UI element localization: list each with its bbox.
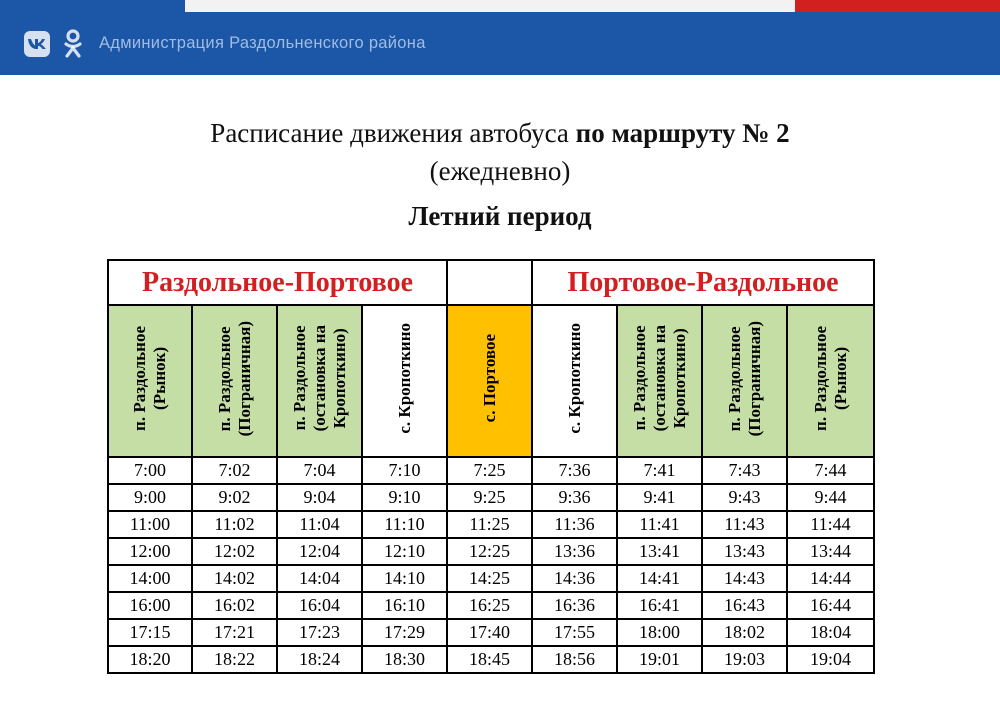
stop-label: п. Раздольное (остановка на Кропоткино) — [289, 325, 349, 432]
time-cell: 12:25 — [447, 538, 532, 565]
time-cell: 9:25 — [447, 484, 532, 511]
time-cell: 7:10 — [362, 457, 447, 484]
header-bar — [0, 12, 1000, 75]
time-cell: 9:36 — [532, 484, 617, 511]
time-cell: 9:44 — [787, 484, 874, 511]
table-row — [108, 619, 874, 646]
vk-icon[interactable] — [24, 31, 50, 57]
time-cell: 17:55 — [532, 619, 617, 646]
title-period: Летний период — [408, 201, 592, 231]
time-cell: 18:04 — [787, 619, 874, 646]
stop-header — [192, 305, 277, 457]
time-cell: 16:00 — [108, 592, 192, 619]
stop-header — [362, 305, 447, 457]
time-cell: 9:02 — [192, 484, 277, 511]
time-cell: 7:36 — [532, 457, 617, 484]
odnoklassniki-icon[interactable] — [62, 29, 84, 59]
stops-row — [108, 305, 874, 457]
stop-label: с. Кропоткино — [564, 323, 584, 434]
time-cell: 11:44 — [787, 511, 874, 538]
time-cell: 9:04 — [277, 484, 362, 511]
time-cell: 13:44 — [787, 538, 874, 565]
time-cell: 9:10 — [362, 484, 447, 511]
title-line-1 — [0, 114, 1000, 152]
time-cell: 12:10 — [362, 538, 447, 565]
time-cell: 16:25 — [447, 592, 532, 619]
time-cell: 11:02 — [192, 511, 277, 538]
time-cell: 11:10 — [362, 511, 447, 538]
time-cell: 11:43 — [702, 511, 787, 538]
table-row — [108, 511, 874, 538]
time-cell: 18:24 — [277, 646, 362, 673]
time-cell: 13:36 — [532, 538, 617, 565]
stop-label: п. Раздольное (Рынок) — [810, 326, 850, 431]
stop-header-terminal — [447, 305, 532, 457]
stop-header — [702, 305, 787, 457]
stop-label: п. Раздольное (Пограничная) — [724, 320, 764, 437]
time-cell: 17:29 — [362, 619, 447, 646]
time-cell: 17:15 — [108, 619, 192, 646]
time-cell: 7:44 — [787, 457, 874, 484]
time-cell: 7:00 — [108, 457, 192, 484]
time-cell: 16:36 — [532, 592, 617, 619]
time-cell: 11:00 — [108, 511, 192, 538]
organization-name: Администрация Раздольненского района — [99, 34, 426, 52]
time-cell: 11:25 — [447, 511, 532, 538]
flag-red-segment — [795, 0, 1000, 12]
time-cell: 7:02 — [192, 457, 277, 484]
time-cell: 14:43 — [702, 565, 787, 592]
stop-header — [277, 305, 362, 457]
direction-row — [108, 260, 874, 305]
time-cell: 12:04 — [277, 538, 362, 565]
stop-header — [787, 305, 874, 457]
direction-back: Портовое-Раздольное — [532, 260, 874, 305]
table-row — [108, 457, 874, 484]
stop-header — [532, 305, 617, 457]
time-cell: 14:44 — [787, 565, 874, 592]
time-rows — [108, 457, 874, 673]
direction-divider — [447, 260, 532, 305]
time-cell: 16:41 — [617, 592, 702, 619]
time-cell: 13:43 — [702, 538, 787, 565]
table-row — [108, 646, 874, 673]
time-cell: 14:02 — [192, 565, 277, 592]
time-cell: 9:00 — [108, 484, 192, 511]
time-cell: 16:10 — [362, 592, 447, 619]
table-row — [108, 538, 874, 565]
time-cell: 13:41 — [617, 538, 702, 565]
schedule-title — [0, 114, 1000, 236]
stop-label: п. Раздольное (остановка на Кропоткино) — [629, 325, 689, 432]
stop-label: п. Раздольное (Пограничная) — [214, 320, 254, 437]
time-cell: 14:36 — [532, 565, 617, 592]
time-cell: 9:43 — [702, 484, 787, 511]
title-route: по маршруту № 2 — [575, 118, 790, 148]
stop-header — [617, 305, 702, 457]
stop-label: с. Кропоткино — [394, 323, 414, 434]
time-cell: 18:20 — [108, 646, 192, 673]
stop-header — [108, 305, 192, 457]
title-prefix: Расписание движения автобуса — [210, 118, 576, 148]
title-frequency: (ежедневно) — [429, 156, 571, 186]
time-cell: 12:00 — [108, 538, 192, 565]
time-cell: 7:43 — [702, 457, 787, 484]
time-cell: 16:02 — [192, 592, 277, 619]
time-cell: 16:04 — [277, 592, 362, 619]
time-cell: 18:30 — [362, 646, 447, 673]
time-cell: 18:00 — [617, 619, 702, 646]
stop-label: п. Раздольное (Рынок) — [130, 326, 169, 431]
flag-white-segment — [185, 0, 795, 12]
time-cell: 7:41 — [617, 457, 702, 484]
direction-forward: Раздольное-Портовое — [108, 260, 447, 305]
time-cell: 16:44 — [787, 592, 874, 619]
time-cell: 11:41 — [617, 511, 702, 538]
time-cell: 14:00 — [108, 565, 192, 592]
time-cell: 19:01 — [617, 646, 702, 673]
time-cell: 17:21 — [192, 619, 277, 646]
time-cell: 19:04 — [787, 646, 874, 673]
flag-strip — [0, 0, 1000, 12]
time-cell: 14:41 — [617, 565, 702, 592]
time-cell: 14:10 — [362, 565, 447, 592]
time-cell: 18:45 — [447, 646, 532, 673]
time-cell: 7:04 — [277, 457, 362, 484]
table-row — [108, 592, 874, 619]
table-row — [108, 484, 874, 511]
time-cell: 11:04 — [277, 511, 362, 538]
schedule-table — [107, 259, 875, 674]
time-cell: 18:22 — [192, 646, 277, 673]
time-cell: 14:25 — [447, 565, 532, 592]
time-cell: 12:02 — [192, 538, 277, 565]
time-cell: 19:03 — [702, 646, 787, 673]
time-cell: 18:02 — [702, 619, 787, 646]
time-cell: 17:23 — [277, 619, 362, 646]
time-cell: 9:41 — [617, 484, 702, 511]
stop-label: с. Портовое — [479, 334, 499, 423]
time-cell: 18:56 — [532, 646, 617, 673]
time-cell: 7:25 — [447, 457, 532, 484]
flag-blue-segment — [0, 0, 185, 12]
time-cell: 11:36 — [532, 511, 617, 538]
time-cell: 16:43 — [702, 592, 787, 619]
time-cell: 14:04 — [277, 565, 362, 592]
table-row — [108, 565, 874, 592]
time-cell: 17:40 — [447, 619, 532, 646]
